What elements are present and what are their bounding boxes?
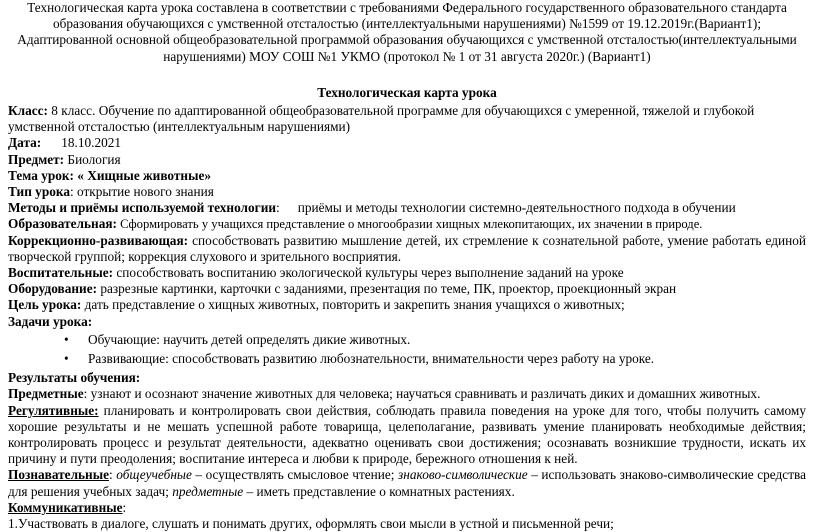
lesson-type-value: : открытие нового знания bbox=[70, 184, 214, 200]
methods-colon: : bbox=[276, 200, 280, 216]
regulatory-paragraph bbox=[8, 403, 806, 468]
regulatory-label: Регулятивные: bbox=[8, 402, 99, 418]
tasks-heading: Задачи урока: bbox=[8, 313, 93, 329]
class-paragraph bbox=[8, 103, 806, 135]
correctional-label: Коррекционно-развивающая: bbox=[8, 232, 189, 248]
subject-results-paragraph bbox=[8, 386, 806, 402]
equipment-label: Оборудование: bbox=[8, 281, 98, 297]
educational-value: Сформировать у учащихся представление о многообразии хищных млекопитающих, их значении в природе. bbox=[116, 217, 703, 232]
document-title: Технологическая карта урока bbox=[317, 84, 497, 100]
bullet-icon: • bbox=[64, 331, 69, 347]
goal-paragraph bbox=[8, 297, 806, 313]
subject-value: Биология bbox=[64, 151, 121, 167]
topic-paragraph: Тема урок: « Хищные животные» bbox=[8, 167, 212, 183]
date-label: Дата: bbox=[8, 135, 42, 151]
goal-value: дать представление о хищных животных, повторить и закрепить знания учащихся о животных; bbox=[81, 297, 625, 313]
methods-label: Методы и приёмы используемой технологии bbox=[8, 200, 277, 216]
cognitive-paragraph: Познавательные: общеучебные – осуществлять смысловое чтение; знаково-символические – использовать знаково-символические средства для решения учебных задач; предметные – иметь представление о комнатных растениях. bbox=[8, 467, 807, 499]
correctional-value: способствовать развитию мышление детей, их стремление к сознательной работе, умение работать единой творческой группой; коррекция слухового и зрительного восприятия. bbox=[8, 232, 806, 264]
tasks-list bbox=[8, 332, 806, 367]
methods-value: приёмы и методы технологии системно-деятельностного подхода в обучении bbox=[297, 200, 736, 216]
class-label: Класс: bbox=[8, 103, 48, 119]
lesson-type-paragraph bbox=[8, 184, 806, 200]
methods-paragraph bbox=[8, 200, 806, 216]
regulatory-value: планировать и контролировать свои действия, соблюдать правила поведения на уроке для того, чтобы получить самому хорошие результаты и не мешать успешной работе товарища, целеполагание, развивать умение планировать необходимые действия; контролировать процесс и результат деятельности, адекватно оценивать свои достижения; осознавать возникшие трудности, искать их причину и пути преодоления; воспитание интереса и любви к природе, бережного отношения к ней. bbox=[8, 402, 806, 467]
results-heading: Результаты обучения: bbox=[8, 370, 141, 386]
subject-results-value: : узнают и осознают значение животных для человека; научаться сравнивать и различать диких и домашних животных. bbox=[83, 386, 761, 402]
communicative-item: 1.Участвовать в диалоге, слушать и понимать других, оформлять свои мысли в устной и письменной речи; bbox=[8, 516, 614, 532]
upbringing-value: способствовать воспитанию экологической культуры через выполнение заданий на уроке bbox=[113, 265, 624, 281]
date-paragraph bbox=[8, 135, 806, 151]
lesson-type-label: Тип урока bbox=[8, 184, 70, 200]
equipment-paragraph bbox=[8, 281, 806, 297]
equipment-value: разрезные картинки, карточки с заданиями, презентация по теме, ПК, проектор, проекционный экран bbox=[97, 281, 677, 297]
upbringing-paragraph bbox=[8, 265, 806, 281]
cognitive-label: Познавательные bbox=[8, 467, 109, 483]
upbringing-label: Воспитательные: bbox=[8, 265, 114, 281]
subject-paragraph bbox=[8, 152, 806, 168]
communicative-heading: Коммуникативные: bbox=[8, 499, 127, 515]
header-paragraph: Технологическая карта урока составлена в соответствии с требованиями Федерального государственного образовательного стандарта образования обучающихся с умственной отсталостью (интеллектуальными нарушениями) №1599 от 19.12.2019г.(Вариант1); Адаптированной основной общеобразовательной программой образования обучающихся с умственной отсталостью(интеллектуальными нарушениями) МОУ СОШ №1 УКМО (протокол № 1 от 31 августа 2020г.) (Вариант1) bbox=[17, 0, 797, 64]
list-item: • Развивающие: способствовать развитию любознательности, внимательности через работу на уроке. bbox=[64, 351, 655, 367]
educational-label: Образовательная: bbox=[8, 216, 117, 232]
class-value: 8 класс. Обучение по адаптированной общеобразовательной программе для обучающихся с умеренной, тяжелой и глубокой умственной отсталостью (интеллектуальным нарушениями) bbox=[8, 103, 755, 135]
subject-results-label: Предметные bbox=[8, 386, 84, 402]
correctional-paragraph bbox=[8, 233, 806, 265]
educational-paragraph bbox=[8, 216, 806, 232]
list-item: • Обучающие: научить детей определять дикие животных. bbox=[64, 331, 411, 347]
date-value: 18.10.2021 bbox=[61, 135, 122, 151]
goal-label: Цель урока: bbox=[8, 297, 82, 313]
bullet-icon: • bbox=[64, 351, 69, 367]
subject-label: Предмет: bbox=[8, 151, 65, 167]
communicative-label: Коммуникативные bbox=[8, 499, 123, 515]
